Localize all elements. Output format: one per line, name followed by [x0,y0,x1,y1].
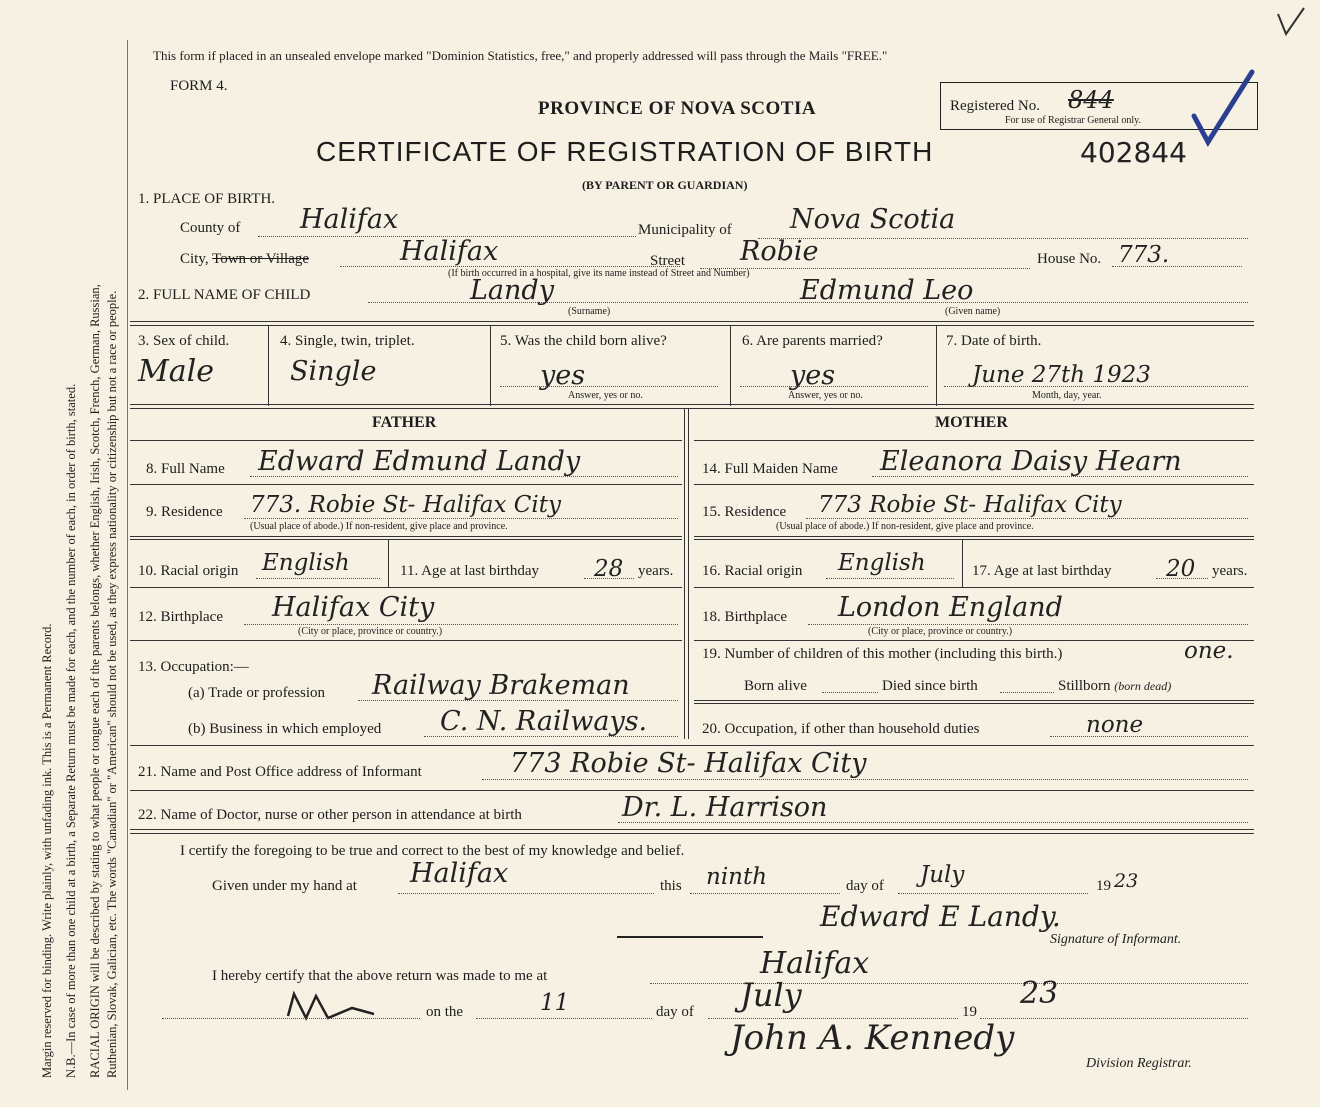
attendant-label: 22. Name of Doctor, nurse or other person in attendance at birth [138,807,522,823]
born-alive-caption: Answer, yes or no. [568,390,643,401]
trade-value: Railway Brakeman [372,670,630,701]
birth-type-label: 4. Single, twin, triplet. [280,333,415,349]
mother-birthplace-value: London England [838,592,1063,623]
margin-line [127,40,128,1090]
given-year-prefix: 19 [1096,878,1111,894]
mother-race-value: English [838,550,926,576]
father-residence-label: 9. Residence [146,504,223,520]
mother-residence-caption: (Usual place of abode.) If non-resident, give place and province. [776,521,1034,532]
informant-value: 773 Robie St- Halifax City [510,748,867,779]
given-at-value: Halifax [410,858,509,889]
given-caption: (Given name) [945,306,1001,317]
father-birthplace-value: Halifax City [272,592,435,623]
registrar-year-value: 23 [1020,976,1059,1011]
given-day-value: ninth [706,864,768,890]
sex-label: 3. Sex of child. [138,333,230,349]
mother-heading: MOTHER [935,414,1008,431]
father-birthplace-label: 12. Birthplace [138,609,223,625]
municipality-label: Municipality of [638,222,732,238]
margin-note-4: Ruthenian, Slovak, Galician, etc. The words "Canadian" or "American" should not be used, as they express nationality or citizenship but not a race or people. [105,290,119,1078]
father-name-value: Edward Edmund Landy [258,446,581,477]
municipality-value: Nova Scotia [790,204,956,235]
margin-note-3: RACIAL ORIGIN will be described by stating to what people or tongue each of the parents belongs, whether English, Irish, Scotch, French, German, Russian, [88,284,102,1078]
province-heading: PROVINCE OF NOVA SCOTIA [538,98,817,119]
parents-married-value: yes [790,360,836,391]
father-residence-caption: (Usual place of abode.) If non-resident, give place and province. [250,521,508,532]
stillborn-note: (born dead) [1114,679,1172,693]
certificate-number: 402844 [1080,136,1187,169]
died-since-label: Died since birth [882,678,978,694]
father-name-label: 8. Full Name [146,461,225,477]
this-label: this [660,878,682,894]
father-heading: FATHER [372,414,437,431]
surname-caption: (Surname) [568,306,611,317]
child-name-label: 2. FULL NAME OF CHILD [138,287,311,303]
given-month-value: July [920,862,965,888]
born-alive-count-label: Born alive [744,678,807,694]
street-value: Robie [740,236,819,267]
father-residence-value: 773. Robie St- Halifax City [250,492,561,518]
county-value: Halifax [300,204,399,235]
dob-caption: Month, day, year. [1032,390,1102,401]
document-title: CERTIFICATE OF REGISTRATION OF BIRTH [316,136,934,167]
attendant-value: Dr. L. Harrison [622,792,828,823]
father-birthplace-caption: (City or place, province or country.) [298,626,443,637]
certify-statement: I certify the foregoing to be true and correct to the best of my knowledge and belief. [180,843,685,859]
city-label: City, Town or Village [180,251,310,267]
stillborn-label [1058,678,1171,695]
registrar-month-value: July [740,976,802,1014]
house-value: 773. [1118,242,1170,268]
registered-note: For use of Registrar General only. [1005,115,1141,126]
parents-married-label: 6. Are parents married? [742,333,883,349]
trade-label: (a) Trade or profession [188,685,326,701]
place-of-birth-heading: 1. PLACE OF BIRTH. [138,191,276,207]
registrar-place: Halifax [760,946,870,981]
hospital-note: (If birth occurred in a hospital, give its name instead of Street and Number) [448,268,750,279]
business-value: C. N. Railways. [440,706,648,737]
stillborn-text: Stillborn [1058,678,1111,694]
registrar-statement: I hereby certify that the above return was made to me at [212,968,548,984]
informant-signature: Edward E Landy. [820,900,1061,933]
margin-note-2: N.B.—In case of more than one child at a birth, a Separate Return must be made for each, and the number of each, in order of birth, stated. [64,383,78,1078]
mother-age-value: 20 [1166,556,1196,582]
dob-label: 7. Date of birth. [946,333,1042,349]
mother-name-value: Eleanora Daisy Hearn [880,446,1182,477]
county-label: County of [180,220,241,236]
sex-value: Male [138,354,214,389]
child-given-name: Edmund Leo [800,275,974,306]
mother-residence-label: 15. Residence [702,504,787,520]
father-race-label: 10. Racial origin [138,563,239,579]
mother-birthplace-caption: (City or place, province or country.) [868,626,1013,637]
document-subtitle: (BY PARENT OR GUARDIAN) [582,178,748,192]
children-count-label: 19. Number of children of this mother (including this birth.) [702,646,1063,662]
given-at-label: Given under my hand at [212,878,357,894]
house-label: House No. [1037,251,1102,267]
mother-occupation-label: 20. Occupation, if other than household duties [702,721,980,737]
registrar-signature: John A. Kennedy [730,1018,1015,1058]
mail-notice: This form if placed in an unsealed envelope marked "Dominion Statistics, free," and properly addressed will pass through the Mails "FREE." [153,48,888,63]
mother-residence-value: 773 Robie St- Halifax City [818,492,1122,518]
business-label: (b) Business in which employed [188,721,382,737]
occupation-label: 13. Occupation:— [138,659,249,675]
dob-value: June 27th 1923 [972,362,1151,388]
born-alive-label: 5. Was the child born alive? [500,333,667,349]
registrar-day-label: day of [656,1004,694,1020]
city-value: Halifax [400,236,499,267]
children-count-value: one. [1184,638,1234,664]
informant-label: 21. Name and Post Office address of Informant [138,764,422,780]
born-alive-value: yes [540,360,586,391]
registrar-day-value: 11 [540,990,570,1016]
father-age-label: 11. Age at last birthday [400,563,539,579]
mother-birthplace-label: 18. Birthplace [702,609,787,625]
corner-tick-mark [1270,4,1310,40]
registered-number: 844 [1068,86,1114,114]
mother-age-unit: years. [1212,563,1248,579]
father-race-value: English [262,550,350,576]
mother-race-label: 16. Racial origin [702,563,803,579]
signature-caption: Signature of Informant. [1050,932,1182,947]
on-the-label: on the [426,1004,464,1020]
given-day-label: day of [846,878,884,894]
margin-note-1: Margin reserved for binding. Write plainly, with unfading ink. This is a Permanent Record. [40,623,54,1078]
registrar-year-prefix: 19 [962,1004,977,1020]
form-number: FORM 4. [170,78,228,94]
child-surname: Landy [470,275,554,306]
mother-occupation-value: none [1086,712,1144,738]
father-age-value: 28 [594,556,624,582]
registrar-caption: Division Registrar. [1086,1056,1192,1071]
registered-label: Registered No. [950,98,1040,114]
street-label: Street [650,253,685,269]
father-age-unit: years. [638,563,674,579]
margin-notes [0,0,128,1107]
checkmark-icon [1190,66,1256,148]
mother-name-label: 14. Full Maiden Name [702,461,838,477]
birth-type-value: Single [290,356,377,387]
mother-age-label: 17. Age at last birthday [972,563,1112,579]
given-year-value: 23 [1114,870,1139,892]
parents-married-caption: Answer, yes or no. [788,390,863,401]
